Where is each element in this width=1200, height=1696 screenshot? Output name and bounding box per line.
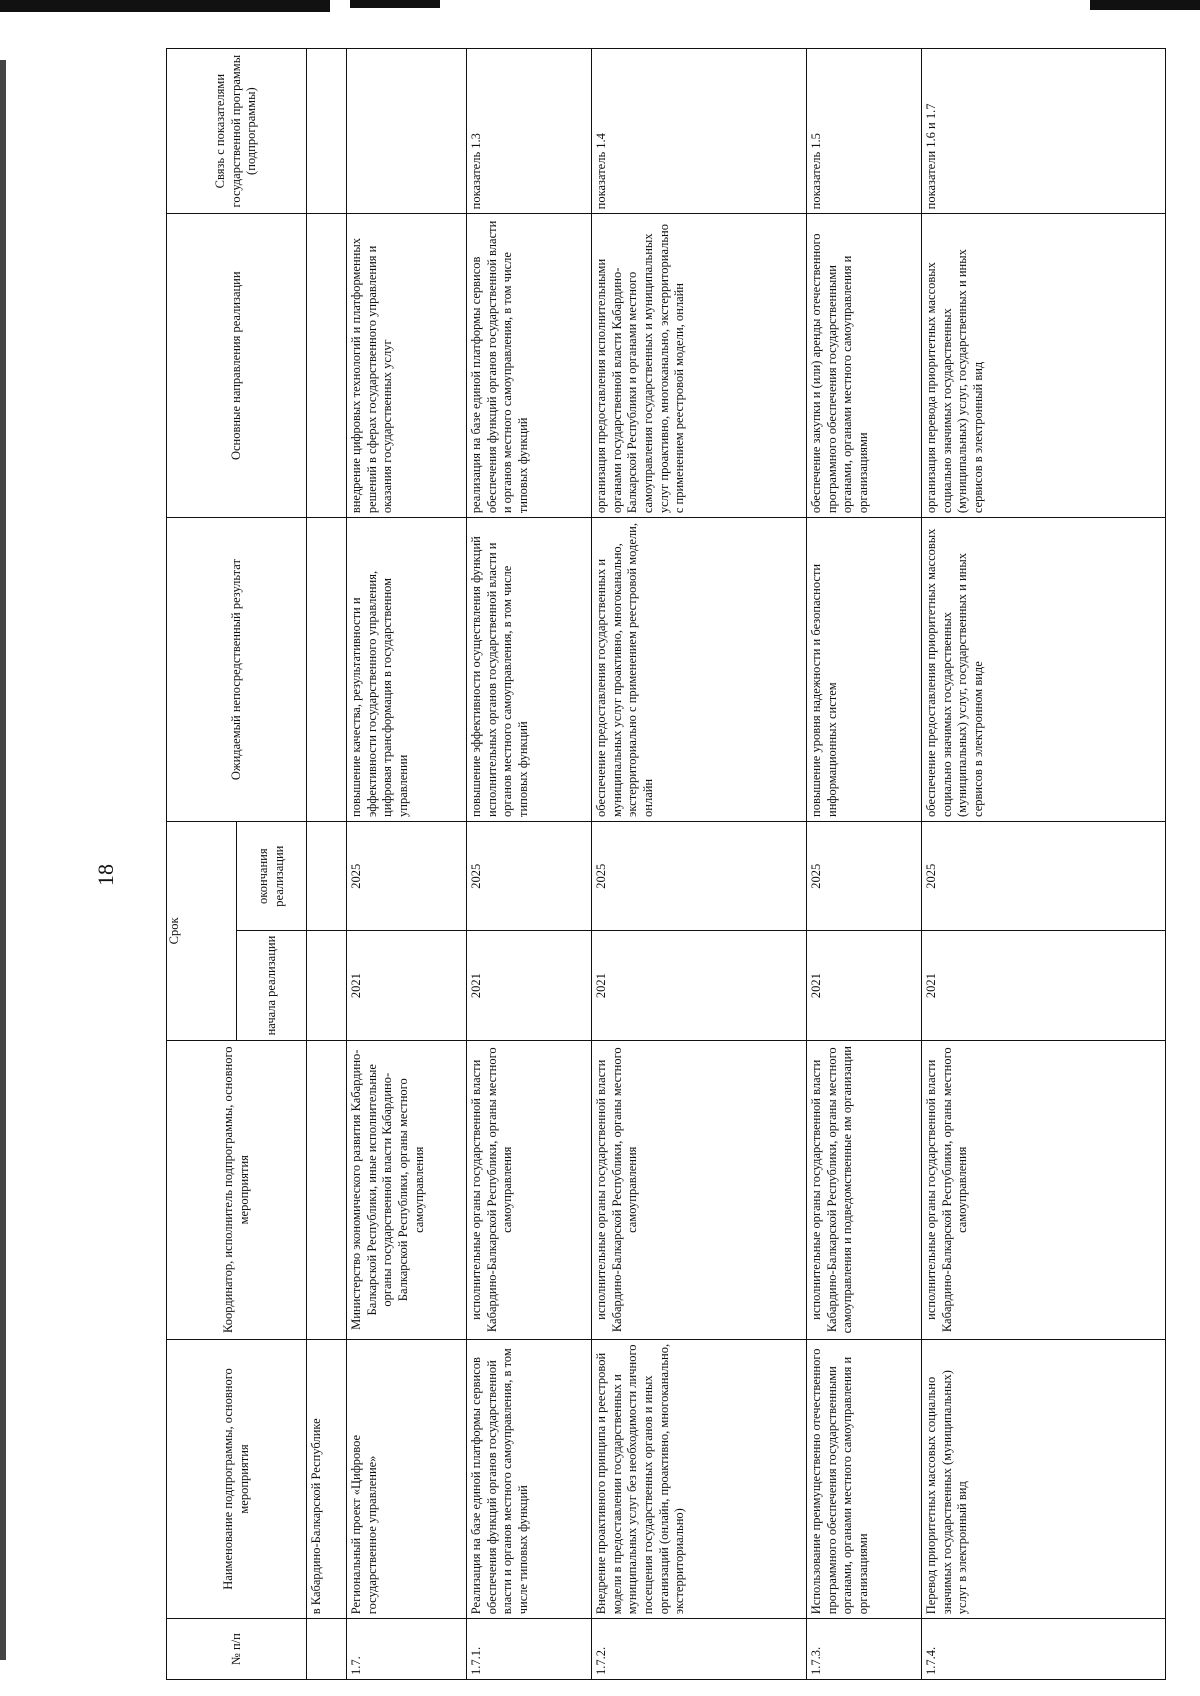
cell-directions [307, 214, 347, 518]
cell-name: Использование преимущественно отечественного программного обеспечения государственными органами, органами местного самоуправления и организациями [807, 1339, 922, 1619]
table-row-continuation [307, 49, 347, 1680]
header-term: Срок [167, 821, 237, 1040]
cell-directions: обеспечение закупки и (или) аренды отечественного программного обеспечения государственными органами, органами местного самоуправления и организациями [807, 214, 922, 518]
header-num: № п/п [167, 1619, 307, 1680]
cell-result: повышение эффективности осуществления функций исполнительных органов государственной власти и органов местного самоуправления, в том числе типовых функций [467, 518, 592, 822]
page-number: 18 [93, 864, 118, 886]
cell-link: показатель 1.5 [807, 49, 922, 214]
cell-coordinator: Министерство экономического развития Кабардино-Балкарской Республики, иные исполнительные органы государственной власти Кабардино-Балкарской Республики, органы местного самоуправления [347, 1040, 467, 1339]
cell-link: показатели 1.6 и 1.7 [922, 49, 1166, 214]
cell-coordinator: исполнительные органы государственной власти Кабардино-Балкарской Республики, органы местного самоуправления [592, 1040, 807, 1339]
scan-edge-artifact [0, 60, 6, 1660]
cell-link: показатель 1.4 [592, 49, 807, 214]
cell-num: 1.7.3. [807, 1619, 922, 1680]
cell-coordinator: исполнительные органы государственной власти Кабардино-Балкарской Республики, органы местного самоуправления [467, 1040, 592, 1339]
cell-directions: организация перевода приоритетных массовых социально значимых государственных (муниципальных) услуг, государственных и иных сервисов в электронный вид [922, 214, 1166, 518]
cell-num: 1.7.1. [467, 1619, 592, 1680]
header-link: Связь с показателями государственной программы (подпрограммы) [167, 49, 307, 214]
cell-name: Реализация на базе единой платформы сервисов обеспечения функций органов государственной власти и органов местного самоуправления, в том числе типовых функций [467, 1339, 592, 1619]
cell-name: в Кабардино-Балкарской Республике [307, 1339, 347, 1619]
table-row [922, 49, 1166, 1680]
header-coordinator: Координатор, исполнитель подпрограммы, основного мероприятия [167, 1040, 307, 1339]
cell-start: 2021 [807, 931, 922, 1040]
cell-end: 2025 [467, 821, 592, 930]
cell-directions: реализация на базе единой платформы сервисов обеспечения функций органов государственной власти и органов местного самоуправления, в том числе типовых функций [467, 214, 592, 518]
table-row [347, 49, 467, 1680]
table-row [467, 49, 592, 1680]
cell-link [307, 49, 347, 214]
cell-result: повышение качества, результативности и эффективности государственного управления, цифровая трансформация в государственном управлении [347, 518, 467, 822]
header-result: Ожидаемый непосредственный результат [167, 518, 307, 822]
cell-directions: организация предоставления исполнительными органами государственной власти Кабардино-Балкарской Республики и органами местного самоуправления государственных и муниципальных услуг проактивно, многоканально, экстерриториально с применением реестровой модели, онлайн [592, 214, 807, 518]
cell-start: 2021 [347, 931, 467, 1040]
cell-result [307, 518, 347, 822]
scan-edge-artifact [350, 0, 440, 8]
cell-num: 1.7. [347, 1619, 467, 1680]
cell-coordinator: исполнительные органы государственной власти Кабардино-Балкарской Республики, органы местного самоуправления и подведомственные им организации [807, 1040, 922, 1339]
rotated-page [166, 48, 1166, 1680]
cell-end: 2025 [347, 821, 467, 930]
cell-end [307, 821, 347, 930]
program-table [166, 48, 1166, 1680]
table-row [807, 49, 922, 1680]
cell-name: Внедрение проактивного принципа и реестровой модели в предоставлении государственных и муниципальных услуг без необходимости личного посещения государственных органов и иных организаций (онлайн, проактивно, многоканально, экстерриториально) [592, 1339, 807, 1619]
cell-start: 2021 [467, 931, 592, 1040]
cell-result: обеспечение предоставления государственных и муниципальных услуг проактивно, многоканально, экстерриториально с применением реестровой модели, онлайн [592, 518, 807, 822]
cell-directions: внедрение цифровых технологий и платформенных решений в сферах государственного управления и оказания государственных услуг [347, 214, 467, 518]
cell-name: Перевод приоритетных массовых социально значимых государственных (муниципальных) услуг в электронный вид [922, 1339, 1166, 1619]
cell-result: обеспечение предоставления приоритетных массовых социально значимых государственных (муниципальных) услуг, государственных и иных сервисов в электронном виде [922, 518, 1166, 822]
cell-coordinator: исполнительные органы государственной власти Кабардино-Балкарской Республики, органы местного самоуправления [922, 1040, 1166, 1339]
cell-start: 2021 [592, 931, 807, 1040]
cell-coordinator [307, 1040, 347, 1339]
cell-start: 2021 [922, 931, 1166, 1040]
header-end: окончания реализации [237, 821, 307, 930]
header-name: Наименование подпрограммы, основного мероприятия [167, 1339, 307, 1619]
cell-end: 2025 [592, 821, 807, 930]
scan-edge-artifact [0, 0, 330, 12]
cell-num [307, 1619, 347, 1680]
table-row [592, 49, 807, 1680]
cell-link: показатель 1.3 [467, 49, 592, 214]
cell-num: 1.7.4. [922, 1619, 1166, 1680]
cell-name: Региональный проект «Цифровое государственное управление» [347, 1339, 467, 1619]
scan-edge-artifact [1090, 0, 1200, 10]
header-directions: Основные направления реализации [167, 214, 307, 518]
cell-start [307, 931, 347, 1040]
cell-result: повышение уровня надежности и безопасности информационных систем [807, 518, 922, 822]
cell-end: 2025 [922, 821, 1166, 930]
cell-end: 2025 [807, 821, 922, 930]
cell-num: 1.7.2. [592, 1619, 807, 1680]
cell-link [347, 49, 467, 214]
header-start: начала реализации [237, 931, 307, 1040]
